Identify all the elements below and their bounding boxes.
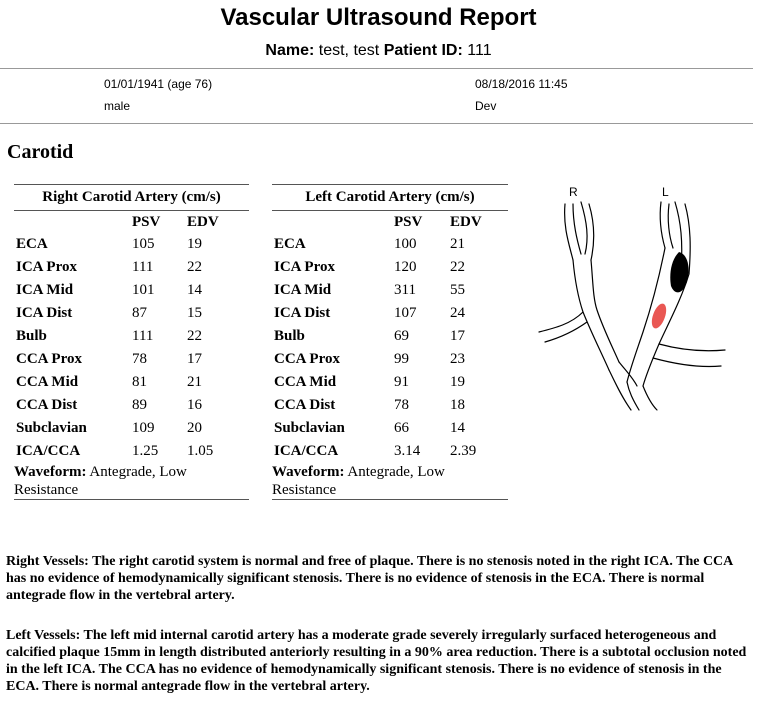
right-edv-header: EDV — [187, 213, 219, 230]
right-side-marker: R — [569, 185, 578, 199]
right-waveform — [14, 463, 249, 500]
table-row: ICA/CCA 1.25 1.05 — [16, 443, 214, 459]
table-row: CCA Dist 89 16 — [16, 397, 202, 413]
patient-id: 111 — [467, 42, 492, 59]
dob-value: 01/01/1941 (age 76) — [104, 77, 213, 91]
left-table-heading: Left Carotid Artery (cm/s) — [272, 185, 508, 211]
left-waveform-value: Antegrade, Low Resistance — [272, 464, 445, 498]
table-row: ICA/CCA 3.14 2.39 — [274, 443, 477, 459]
table-row: ICA Mid 101 14 — [16, 282, 202, 298]
carotid-diagram — [535, 182, 745, 412]
right-waveform-value: Antegrade, Low Resistance — [14, 464, 187, 498]
table-row: Subclavian 66 14 — [274, 420, 465, 436]
left-vessels-findings: Left Vessels: The left mid internal carotid artery has a moderate grade severely irregularly surfaced heterogeneous and calcified plaque 15mm in length distributed anteriorly resulting in a 90% area reduction. There is a subtotal occlusion noted in the left ICA. The CCA has no evidence of hemodynamically significant stenosis. There is no evidence of stenosis in the ECA. There is normal antegrade flow in the vertebral artery. — [6, 628, 747, 694]
left-psv-header: PSV — [394, 213, 423, 230]
table-row: CCA Mid 81 21 — [16, 374, 202, 390]
location-value: Dev — [475, 99, 497, 113]
table-row: ICA Prox 111 22 — [16, 259, 202, 275]
table-row: ECA 105 19 — [16, 236, 202, 252]
left-waveform-label: Waveform: — [272, 464, 345, 480]
right-waveform-label: Waveform: — [14, 464, 87, 480]
table-row: ICA Dist 87 15 — [16, 305, 202, 321]
stenosis-marker — [649, 302, 669, 331]
left-edv-header: EDV — [450, 213, 482, 230]
table-row: CCA Mid 91 19 — [274, 374, 465, 390]
divider-top — [0, 68, 753, 69]
left-carotid-table — [272, 184, 508, 500]
name-label: Name: — [265, 42, 315, 59]
left-side-marker: L — [662, 185, 669, 199]
table-row: ICA Mid 311 55 — [274, 282, 465, 298]
table-row: Bulb 69 17 — [274, 328, 465, 344]
right-vessels-findings: Right Vessels: The right carotid system is normal and free of plaque. There is no stenosis noted in the right ICA. The CCA has no evidence of hemodynamically significant stenosis. There is no evidence of stenosis in the ECA. There is normal antegrade flow in the vertebral artery. — [6, 554, 733, 603]
patient-name: test, test — [318, 42, 380, 59]
report-title: Vascular Ultrasound Report — [220, 4, 537, 31]
study-date-value: 08/18/2016 11:45 — [475, 77, 568, 91]
sex-value: male — [104, 99, 131, 113]
patient-name-bar — [0, 42, 757, 60]
table-row: CCA Prox 99 23 — [274, 351, 465, 367]
table-row: CCA Dist 78 18 — [274, 397, 465, 413]
table-row: ICA Prox 120 22 — [274, 259, 465, 275]
left-carotid-panel — [272, 184, 508, 500]
occlusion-marker — [670, 252, 688, 292]
table-row: Subclavian 109 20 — [16, 420, 202, 436]
right-table-heading: Right Carotid Artery (cm/s) — [14, 185, 249, 211]
table-row: Bulb 111 22 — [16, 328, 202, 344]
right-carotid-table — [14, 184, 249, 500]
table-row: CCA Prox 78 17 — [16, 351, 202, 367]
divider-bottom — [0, 123, 753, 124]
left-waveform — [272, 463, 508, 500]
section-title: Carotid — [7, 141, 74, 163]
right-carotid-panel — [14, 184, 249, 500]
vessel-outlines — [539, 202, 725, 410]
right-psv-header: PSV — [132, 213, 161, 230]
patient-id-label: Patient ID: — [383, 42, 463, 59]
table-row: ECA 100 21 — [274, 236, 465, 252]
table-row: ICA Dist 107 24 — [274, 305, 465, 321]
